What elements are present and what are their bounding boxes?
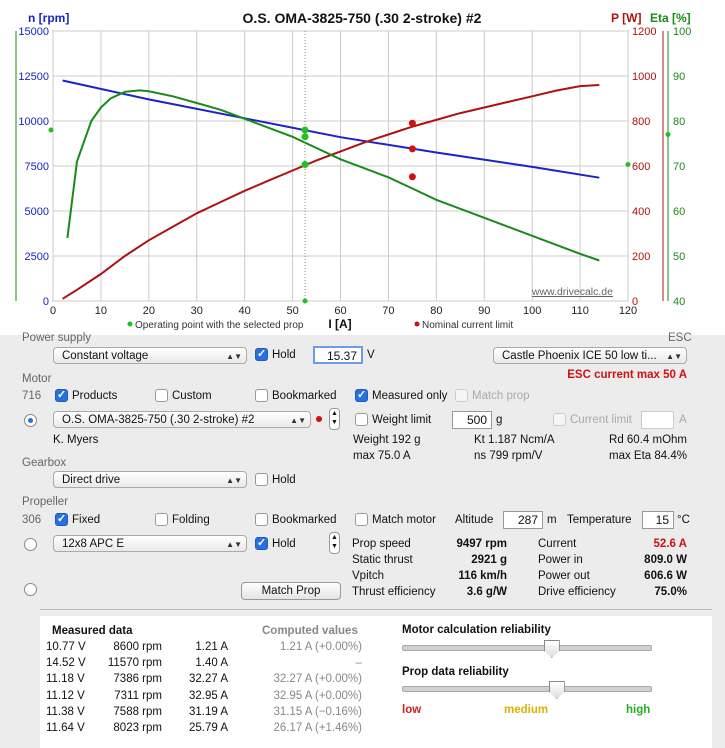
right-eta-marker <box>666 132 671 137</box>
measured-cell-rpm: 8600 rpm <box>113 641 162 653</box>
motor-kt: Kt 1.187 Ncm/A <box>474 434 555 446</box>
y-power-tick-label: 1200 <box>632 26 657 38</box>
motor-bookmarked-label: Bookmarked <box>272 390 337 402</box>
y-left-tick-label: 0 <box>42 296 49 308</box>
power-in-value: 809.0 W <box>644 554 687 566</box>
reliability-low-label: low <box>402 704 422 716</box>
thrust-efficiency-label: Thrust efficiency <box>352 586 436 598</box>
motor-value: O.S. OMA-3825-750 (.30 2-stroke) #2 <box>62 414 255 426</box>
operating-point-dot <box>302 127 309 134</box>
x-axis-label: I [A] <box>328 317 352 331</box>
static-thrust-label: Static thrust <box>352 554 413 566</box>
current-limit-input[interactable] <box>641 411 674 429</box>
x-tick-label: 30 <box>190 305 203 317</box>
right-power-marker <box>626 162 631 167</box>
temperature-label: Temperature <box>567 514 632 526</box>
gearbox-hold-checkbox[interactable] <box>255 473 268 486</box>
current-label: Current <box>538 538 577 550</box>
prop-reliability-slider <box>402 686 652 692</box>
y-eta-axis-label: Eta [%] <box>650 11 691 25</box>
measured-cell-v: 11.18 V <box>46 673 85 686</box>
x-tick-label: 100 <box>522 305 542 317</box>
current-limit-unit: A <box>679 414 687 426</box>
x-tick-label: 50 <box>286 305 299 317</box>
select-arrows-icon: ▲▼ <box>290 416 306 425</box>
y-left-tick-label: 7500 <box>24 161 49 173</box>
x-tick-label: 90 <box>478 305 491 317</box>
temperature-unit: °C <box>677 514 690 526</box>
esc-value: Castle Phoenix ICE 50 low ti... <box>502 350 657 362</box>
chart-title: O.S. OMA-3825-750 (.30 2-stroke) #2 <box>242 10 482 26</box>
y-left-tick-label: 12500 <box>18 71 49 83</box>
motor-max-current: max 75.0 A <box>353 450 411 462</box>
weight-limit-checkbox[interactable] <box>355 413 368 426</box>
x-tick-label: 0 <box>49 305 57 317</box>
y-eta-tick-label: 100 <box>673 26 692 38</box>
power-supply-section-label: Power supply <box>22 332 92 344</box>
current-limit-checkbox[interactable] <box>553 413 566 426</box>
chart-svg <box>0 0 725 335</box>
performance-chart <box>0 0 725 335</box>
motor-max-eta: max Eta 84.4% <box>609 450 687 462</box>
current-limit-label: Current limit <box>570 414 632 426</box>
measured-cell-v: 10.77 V <box>46 641 86 653</box>
legend-operating-dot <box>128 322 133 327</box>
prop-folding-checkbox[interactable] <box>155 513 168 526</box>
current-value: 52.6 A <box>653 538 687 550</box>
select-arrows-icon: ▲▼ <box>226 476 242 485</box>
power-out-value: 606.6 W <box>644 570 687 582</box>
y-eta-tick-label: 90 <box>673 71 686 83</box>
measured-cell-v: 11.38 V <box>46 705 85 718</box>
divider <box>40 609 712 610</box>
esc-select[interactable] <box>493 347 687 364</box>
measured-cell-c: 32.27 A (+0.00%) <box>273 673 362 686</box>
gearbox-section-label: Gearbox <box>22 457 67 469</box>
y-eta-tick-label: 50 <box>673 251 686 263</box>
gearbox-hold-label: Hold <box>272 474 296 486</box>
motor-select[interactable] <box>53 411 311 428</box>
x-tick-label: 60 <box>334 305 347 317</box>
match-motor-label: Match motor <box>372 514 436 526</box>
nominal-point-dot <box>409 173 416 180</box>
prop-stepper[interactable]: ▲ ▼ <box>329 532 340 554</box>
y-power-tick-label: 1000 <box>632 71 657 83</box>
match-motor-checkbox[interactable] <box>355 513 368 526</box>
match-prop-label: Match prop <box>472 390 530 402</box>
measured-cell-a: 32.27 A <box>188 673 228 686</box>
x-tick-label: 40 <box>238 305 251 317</box>
nominal-point-dot <box>409 120 416 127</box>
altitude-label: Altitude <box>455 514 494 526</box>
motor-weight: Weight 192 g <box>353 434 421 446</box>
measured-cell-c: 31.15 A (−0.16%) <box>273 705 362 718</box>
left-eta-marker <box>49 128 54 133</box>
measured-cell-v: 14.52 V <box>46 657 86 670</box>
computed-values-title: Computed values <box>262 625 358 637</box>
measured-only-checkbox[interactable] <box>355 389 368 402</box>
motor-custom-label: Custom <box>172 390 212 402</box>
voltage-input[interactable]: 15.37 <box>313 346 363 364</box>
motor-bookmarked-checkbox[interactable] <box>255 389 268 402</box>
operating-axis-dot <box>303 299 308 304</box>
measured-cell-a: 1.40 A <box>195 657 228 670</box>
power-hold-label: Hold <box>272 349 296 361</box>
reliability-high-label: high <box>626 704 651 716</box>
legend-nominal-label: Nominal current limit <box>422 320 514 331</box>
y-left-tick-label: 15000 <box>18 26 49 38</box>
y-eta-tick-label: 60 <box>673 206 686 218</box>
esc-warning: ESC current max 50 A <box>567 369 687 381</box>
measured-cell-c: 26.17 A (+1.46%) <box>273 722 362 734</box>
motor-section-label: Motor <box>22 373 52 385</box>
weight-limit-label: Weight limit <box>372 414 432 426</box>
motor-reliability-slider <box>402 645 652 651</box>
reliability-medium-label: medium <box>504 704 549 716</box>
operating-point-dot <box>302 133 309 140</box>
measured-cell-c: 1.21 A (+0.00%) <box>279 641 362 653</box>
measured-cell-a: 1.21 A <box>195 641 228 653</box>
motor-author: K. Myers <box>53 434 99 446</box>
x-tick-label: 20 <box>142 305 155 317</box>
prop-value: 12x8 APC E <box>62 538 125 550</box>
prop-radio[interactable] <box>24 538 37 551</box>
power-supply-value: Constant voltage <box>62 350 149 362</box>
y-power-tick-label: 400 <box>632 206 651 218</box>
thrust-efficiency-value: 3.6 g/W <box>466 586 507 598</box>
measured-cell-rpm: 8023 rpm <box>113 722 162 734</box>
select-arrows-icon: ▲▼ <box>226 352 242 361</box>
vpitch-label: Vpitch <box>352 570 384 582</box>
select-arrows-icon: ▲▼ <box>666 352 682 361</box>
y-eta-tick-label: 70 <box>673 161 686 173</box>
weight-limit-unit: g <box>496 414 503 426</box>
y-left-axis-label: n [rpm] <box>28 11 70 25</box>
prop-fixed-label: Fixed <box>72 514 101 526</box>
y-left-tick-label: 2500 <box>24 251 49 263</box>
motor-stepper[interactable]: ▲ ▼ <box>329 408 340 430</box>
x-tick-label: 120 <box>618 305 638 317</box>
motor-custom-checkbox[interactable] <box>155 389 168 402</box>
static-thrust-value: 2921 g <box>471 554 507 566</box>
operating-point-dot <box>302 161 309 168</box>
x-tick-label: 80 <box>430 305 443 317</box>
motor-count: 716 <box>22 390 42 402</box>
match-prop-checkbox[interactable] <box>455 389 468 402</box>
prop-speed-value: 9497 rpm <box>456 538 507 550</box>
motor-status-dot <box>316 416 322 422</box>
power-supply-select[interactable] <box>53 347 247 364</box>
temperature-input[interactable]: 15 <box>642 511 674 529</box>
vpitch-value: 116 km/h <box>458 570 507 582</box>
measured-cell-v: 11.12 V <box>46 689 85 702</box>
drive-efficiency-label: Drive efficiency <box>538 586 616 598</box>
match-prop-button[interactable]: Match Prop <box>241 582 341 600</box>
measured-cell-a: 31.19 A <box>188 705 228 718</box>
legend-nominal-dot <box>415 322 420 327</box>
measured-cell-rpm: 7386 rpm <box>113 673 162 686</box>
drive-efficiency-value: 75.0% <box>654 586 687 598</box>
propeller-count: 306 <box>22 514 42 526</box>
prop-bookmarked-label: Bookmarked <box>272 514 337 526</box>
measured-cell-a: 25.79 A <box>188 722 228 734</box>
y-power-tick-label: 600 <box>632 161 651 173</box>
x-tick-label: 10 <box>94 305 108 317</box>
power-hold-checkbox[interactable] <box>255 348 268 361</box>
y-eta-tick-label: 80 <box>673 116 686 128</box>
prop-hold-checkbox[interactable] <box>255 537 268 550</box>
prop-bookmarked-checkbox[interactable] <box>255 513 268 526</box>
motor-radio[interactable] <box>24 414 37 427</box>
select-arrows-icon: ▲▼ <box>226 540 242 549</box>
motor-ns: ns 799 rpm/V <box>474 450 543 462</box>
prop-folding-label: Folding <box>172 514 210 526</box>
measured-cell-c: 32.95 A (+0.00%) <box>273 689 362 702</box>
measured-only-label: Measured only <box>372 390 448 402</box>
x-tick-label: 110 <box>571 305 589 317</box>
gearbox-select[interactable] <box>53 471 247 488</box>
measured-cell-rpm: 7311 rpm <box>114 689 162 702</box>
motor-rd: Rd 60.4 mOhm <box>609 434 687 446</box>
y-left-tick-label: 5000 <box>24 206 49 218</box>
motor-products-checkbox[interactable] <box>55 389 68 402</box>
prop-speed-label: Prop speed <box>352 538 411 550</box>
measured-cell-v: 11.64 V <box>46 722 85 734</box>
measured-cell-rpm: 11570 rpm <box>107 657 162 670</box>
power-in-label: Power in <box>538 554 583 566</box>
prop-reliability-title: Prop data reliability <box>402 666 509 678</box>
prop-select[interactable] <box>53 535 247 552</box>
motor-products-label: Products <box>72 390 118 402</box>
watermark: www.drivecalc.de <box>531 286 613 298</box>
prop-hold-label: Hold <box>272 538 296 550</box>
y-power-axis-label: P [W] <box>611 11 642 25</box>
weight-limit-input[interactable]: 500 <box>452 411 492 429</box>
y-eta-tick-label: 40 <box>673 296 686 308</box>
voltage-unit: V <box>367 349 375 361</box>
extra-radio[interactable] <box>24 583 37 596</box>
x-tick-label: 70 <box>382 305 395 317</box>
esc-section-label: ESC <box>668 332 692 344</box>
altitude-input[interactable]: 287 <box>503 511 543 529</box>
legend-operating-label: Operating point with the selected prop <box>135 320 304 331</box>
y-power-tick-label: 200 <box>632 251 651 263</box>
y-power-tick-label: 800 <box>632 116 651 128</box>
measured-cell-c: – <box>355 657 362 670</box>
y-left-tick-label: 10000 <box>18 116 49 128</box>
gearbox-value: Direct drive <box>62 474 121 486</box>
y-power-tick-label: 0 <box>632 296 639 308</box>
measured-cell-rpm: 7588 rpm <box>113 705 162 718</box>
prop-fixed-checkbox[interactable] <box>55 513 68 526</box>
measured-cell-a: 32.95 A <box>188 689 228 702</box>
altitude-unit: m <box>547 514 557 526</box>
nominal-point-dot <box>409 145 416 152</box>
measured-data-title: Measured data <box>52 625 133 637</box>
propeller-section-label: Propeller <box>22 496 69 508</box>
power-out-label: Power out <box>538 570 590 582</box>
motor-reliability-title: Motor calculation reliability <box>402 624 551 636</box>
